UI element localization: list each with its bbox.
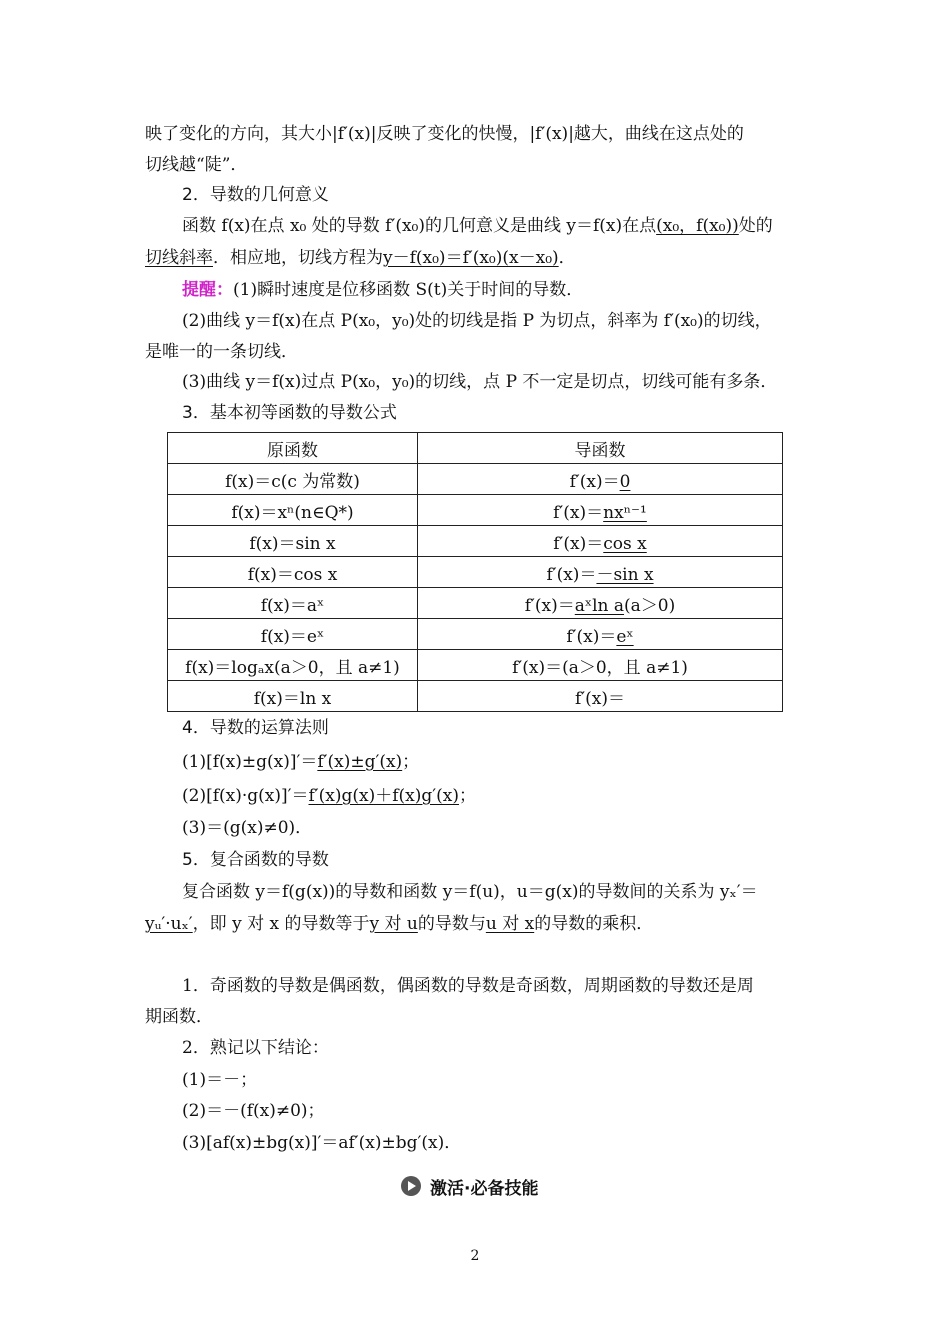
text-span: ． bbox=[558, 248, 576, 268]
note-line: 期函数． bbox=[145, 1007, 213, 1027]
text-span: ； bbox=[402, 752, 420, 772]
table-row bbox=[168, 650, 783, 681]
table-header-cell: 原函数 bbox=[168, 433, 418, 464]
rule-line: (3)＝(g(x)≠0)． bbox=[182, 818, 313, 838]
derivative-table bbox=[167, 432, 783, 712]
tip-label: 提醒： bbox=[182, 280, 233, 300]
derivative-prefix: f′(x)＝ bbox=[546, 564, 597, 585]
rule-line bbox=[182, 750, 419, 774]
text-span: 函数 f(x)在点 x₀ 处的导数 f′(x₀)的几何意义是曲线 y＝f(x)在点 bbox=[182, 216, 657, 236]
derivative-cell bbox=[418, 650, 783, 681]
derivative-prefix: f′(x)＝ bbox=[566, 626, 617, 647]
paragraph-line bbox=[145, 246, 576, 270]
original-function-cell: f(x)＝c(c 为常数) bbox=[168, 464, 418, 495]
table-row bbox=[168, 681, 783, 712]
original-function-cell: f(x)＝eˣ bbox=[168, 619, 418, 650]
derivative-cell bbox=[418, 495, 783, 526]
original-function-cell: f(x)＝logₐx(a＞0，且 a≠1) bbox=[168, 650, 418, 681]
derivative-cell bbox=[418, 526, 783, 557]
note-line: 1．奇函数的导数是偶函数，偶函数的导数是奇函数，周期函数的导数还是周 bbox=[182, 976, 754, 996]
derivative-suffix: (a＞0) bbox=[624, 595, 676, 616]
original-function-cell: f(x)＝cos x bbox=[168, 557, 418, 588]
answer-blank: f′(x)±g′(x) bbox=[317, 752, 403, 772]
answer-blank: 切线斜率 bbox=[145, 248, 213, 268]
heading-composite-derivative: 5．复合函数的导数 bbox=[182, 850, 329, 870]
text-span: 的导数与 bbox=[417, 914, 486, 934]
section-title-text: 激活·必备技能 bbox=[430, 1178, 539, 1199]
answer-blank: cos x bbox=[603, 533, 647, 554]
answer-blank: nxⁿ⁻¹ bbox=[603, 502, 647, 523]
paragraph-line: 切线越“陡”． bbox=[145, 155, 248, 175]
text-span: 的导数的乘积． bbox=[534, 914, 654, 934]
tip-line: (2)曲线 y＝f(x)在点 P(x₀，y₀)处的切线是指 P 为切点，斜率为 f′(x₀)的切线， bbox=[182, 311, 772, 331]
derivative-cell bbox=[418, 681, 783, 712]
derivative-prefix: f′(x)＝ bbox=[553, 533, 604, 554]
heading-operation-rules: 4．导数的运算法则 bbox=[182, 718, 329, 738]
derivative-prefix: f′(x)＝ bbox=[553, 502, 604, 523]
note-line: (1)＝－； bbox=[182, 1070, 258, 1090]
original-function-cell: f(x)＝sin x bbox=[168, 526, 418, 557]
text-span: 处的 bbox=[738, 216, 773, 236]
text-span: (1)[f(x)±g(x)]′＝ bbox=[182, 752, 318, 772]
note-line: (3)[af(x)±bg(x)]′＝af′(x)±bg′(x)． bbox=[182, 1133, 462, 1153]
original-function-cell: f(x)＝aˣ bbox=[168, 588, 418, 619]
answer-blank: f′(x)g(x)＋f(x)g′(x) bbox=[308, 786, 459, 806]
answer-blank: yᵤ′·uₓ′ bbox=[145, 914, 193, 934]
derivative-cell bbox=[418, 619, 783, 650]
table-row bbox=[168, 619, 783, 650]
paragraph-line bbox=[182, 214, 773, 238]
table-header-cell: 导函数 bbox=[418, 433, 783, 464]
note-line: (2)＝－(f(x)≠0)； bbox=[182, 1101, 325, 1121]
derivative-prefix: f′(x)＝ bbox=[574, 688, 625, 709]
original-function-cell: f(x)＝xⁿ(n∈Q*) bbox=[168, 495, 418, 526]
derivative-prefix: f′(x)＝ bbox=[569, 471, 620, 492]
text-span: (1)瞬时速度是位移函数 S(t)关于时间的导数． bbox=[233, 280, 584, 300]
answer-blank: 0 bbox=[619, 471, 631, 492]
original-function-cell: f(x)＝ln x bbox=[168, 681, 418, 712]
derivative-suffix: (a＞0，且 a≠1) bbox=[562, 657, 688, 678]
table-row bbox=[168, 526, 783, 557]
answer-blank: y－f(x₀)＝f′(x₀)(x－x₀) bbox=[383, 248, 559, 268]
text-span: ； bbox=[458, 786, 476, 806]
answer-blank: －sin x bbox=[596, 564, 654, 585]
section-title bbox=[400, 1173, 538, 1199]
table-row bbox=[168, 588, 783, 619]
play-circle-icon bbox=[400, 1175, 422, 1197]
table-row bbox=[168, 557, 783, 588]
answer-blank: y 对 u bbox=[369, 914, 418, 934]
table-row bbox=[168, 495, 783, 526]
paragraph-line: 复合函数 y＝f(g(x))的导数和函数 y＝f(u)，u＝g(x)的导数间的关系为 yₓ′＝ bbox=[182, 882, 758, 902]
text-span: ．相应地，切线方程为 bbox=[213, 248, 383, 268]
text-span: (2)[f(x)·g(x)]′＝ bbox=[182, 786, 309, 806]
derivative-prefix: f′(x)＝ bbox=[524, 595, 575, 616]
page-number: 2 bbox=[470, 1248, 480, 1264]
heading-derivative-formulas: 3．基本初等函数的导数公式 bbox=[182, 403, 397, 423]
rule-line bbox=[182, 784, 476, 808]
text-span: ，即 y 对 x 的导数等于 bbox=[192, 914, 370, 934]
derivative-cell bbox=[418, 557, 783, 588]
derivative-prefix: f′(x)＝ bbox=[512, 657, 563, 678]
paragraph-line: 映了变化的方向，其大小|f′(x)|反映了变化的快慢，|f′(x)|越大，曲线在这点处的 bbox=[145, 124, 744, 144]
answer-blank: (x₀，f(x₀)) bbox=[656, 216, 739, 236]
note-line: 2．熟记以下结论： bbox=[182, 1038, 329, 1058]
paragraph-line bbox=[145, 912, 653, 936]
derivative-cell bbox=[418, 588, 783, 619]
tip-line: 是唯一的一条切线． bbox=[145, 342, 298, 362]
tip-line bbox=[182, 278, 583, 302]
tip-line: (3)曲线 y＝f(x)过点 P(x₀，y₀)的切线，点 P 不一定是切点，切线可能有多条． bbox=[182, 372, 778, 392]
answer-blank: eˣ bbox=[616, 626, 634, 647]
table-header-row bbox=[168, 433, 783, 464]
answer-blank: u 对 x bbox=[485, 914, 535, 934]
heading-geometric-meaning: 2．导数的几何意义 bbox=[182, 185, 329, 205]
derivative-cell bbox=[418, 464, 783, 495]
table-row bbox=[168, 464, 783, 495]
answer-blank: aˣln a bbox=[574, 595, 625, 616]
